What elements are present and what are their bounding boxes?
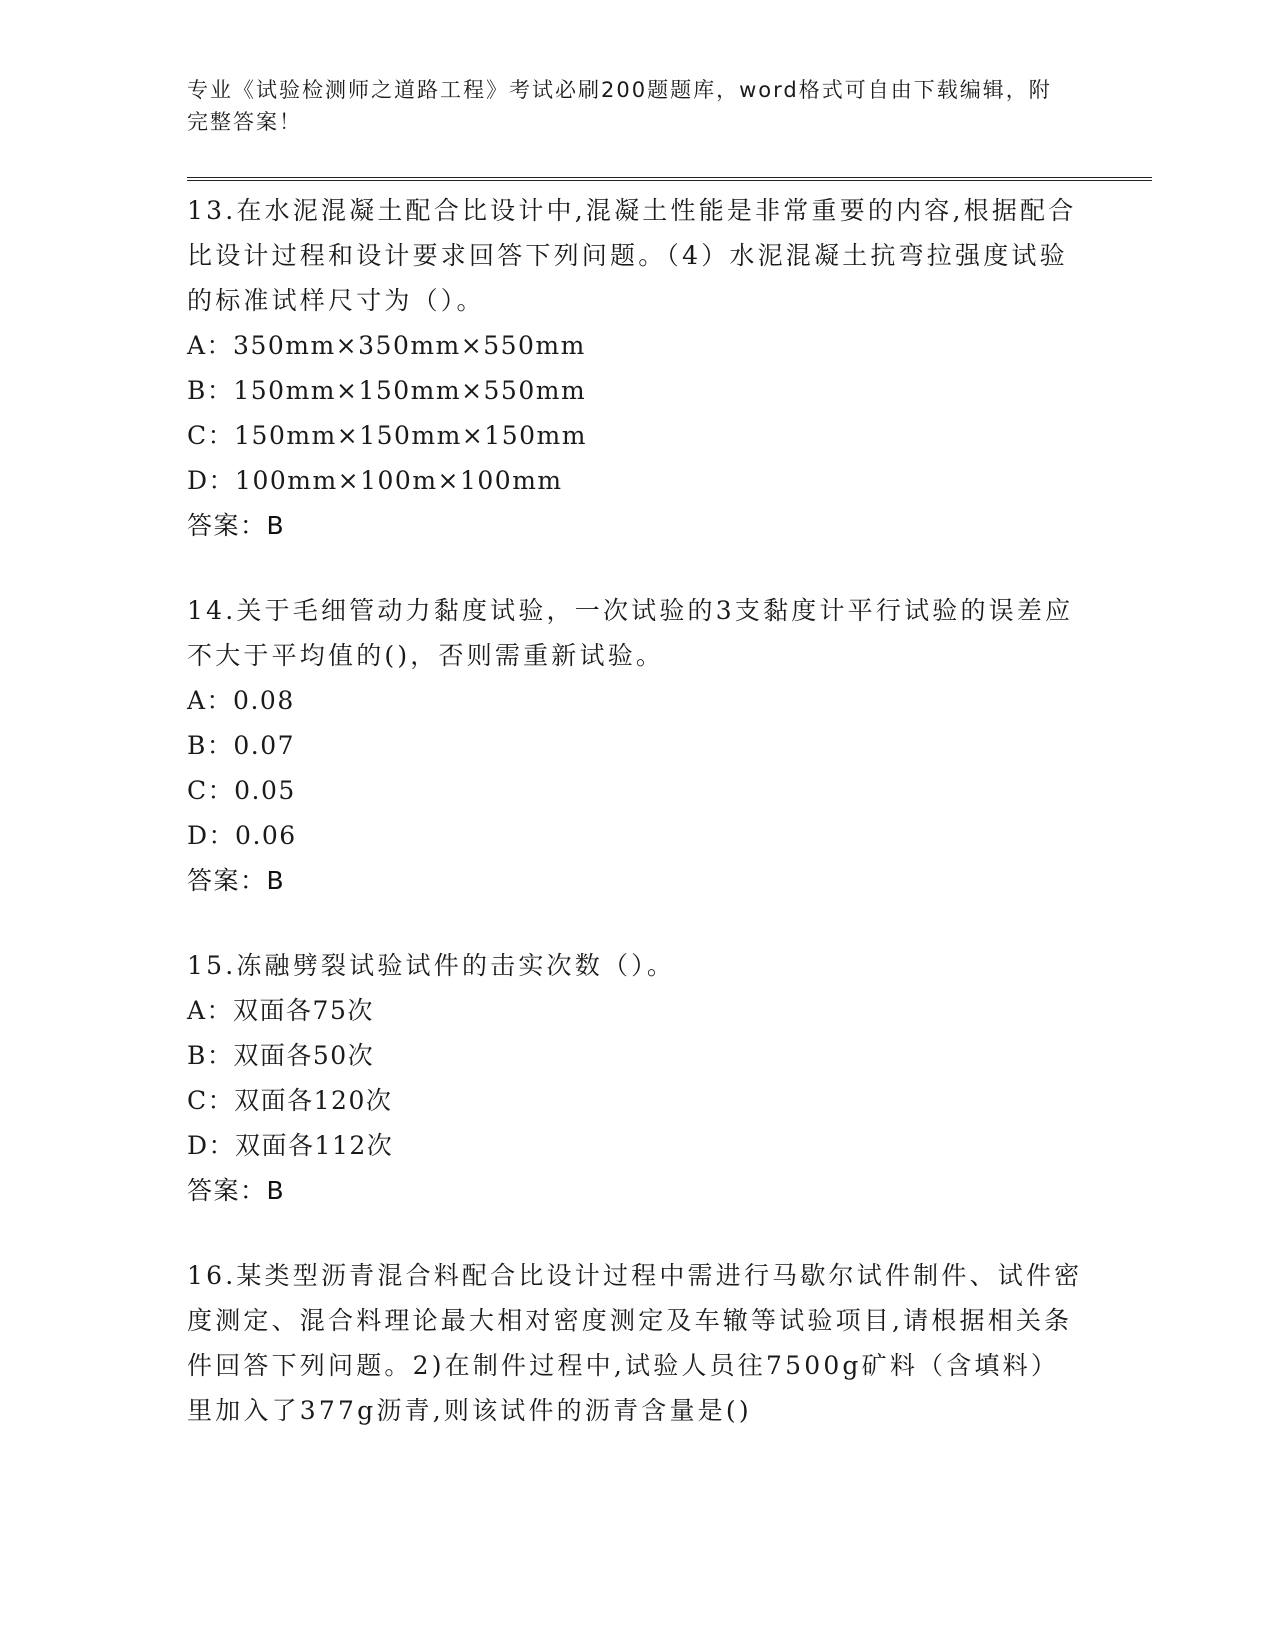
option-a: A：350mm×350mm×550mm [187, 331, 586, 360]
question-stem: 13.在水泥混凝土配合比设计中,混凝土性能是非常重要的内容,根据配合比设计过程和设计要求回答下列问题。（4）水泥混凝土抗弯拉强度试验的标准试样尺寸为（）。 [187, 196, 1077, 315]
header-divider [187, 177, 1152, 181]
question-15 [187, 943, 1087, 1213]
option-c: C：双面各120次 [187, 1086, 393, 1115]
option-a: A：双面各75次 [187, 996, 374, 1025]
option-d: D：100mm×100m×100mm [187, 466, 563, 495]
question-14 [187, 588, 1087, 903]
question-stem: 16.某类型沥青混合料配合比设计过程中需进行马歇尔试件制件、试件密度测定、混合料理论最大相对密度测定及车辙等试验项目,请根据相关条件回答下列问题。2)在制件过程中,试验人员往7500g矿料（含填料）里加入了377g沥青,则该试件的沥青含量是() [187, 1261, 1083, 1425]
option-c: C：150mm×150mm×150mm [187, 421, 587, 450]
option-c: C：0.05 [187, 776, 296, 805]
answer: 答案：B [187, 1176, 286, 1205]
question-13 [187, 188, 1087, 548]
option-b: B：双面各50次 [187, 1041, 375, 1070]
option-b: B：150mm×150mm×550mm [187, 376, 587, 405]
question-stem: 14.关于毛细管动力黏度试验，一次试验的3支黏度计平行试验的误差应不大于平均值的()，否则需重新试验。 [187, 596, 1074, 670]
document-header: 专业《试验检测师之道路工程》考试必刷200题题库，word格式可自由下载编辑，附完整答案！ [187, 78, 1052, 134]
answer: 答案：B [187, 866, 286, 895]
answer: 答案：B [187, 511, 286, 540]
question-16 [187, 1253, 1087, 1433]
option-d: D：0.06 [187, 821, 297, 850]
question-stem: 15.冻融劈裂试验试件的击实次数（）。 [187, 951, 676, 980]
option-a: A：0.08 [187, 686, 295, 715]
question-list [187, 188, 1087, 1473]
option-b: B：0.07 [187, 731, 296, 760]
option-d: D：双面各112次 [187, 1131, 394, 1160]
